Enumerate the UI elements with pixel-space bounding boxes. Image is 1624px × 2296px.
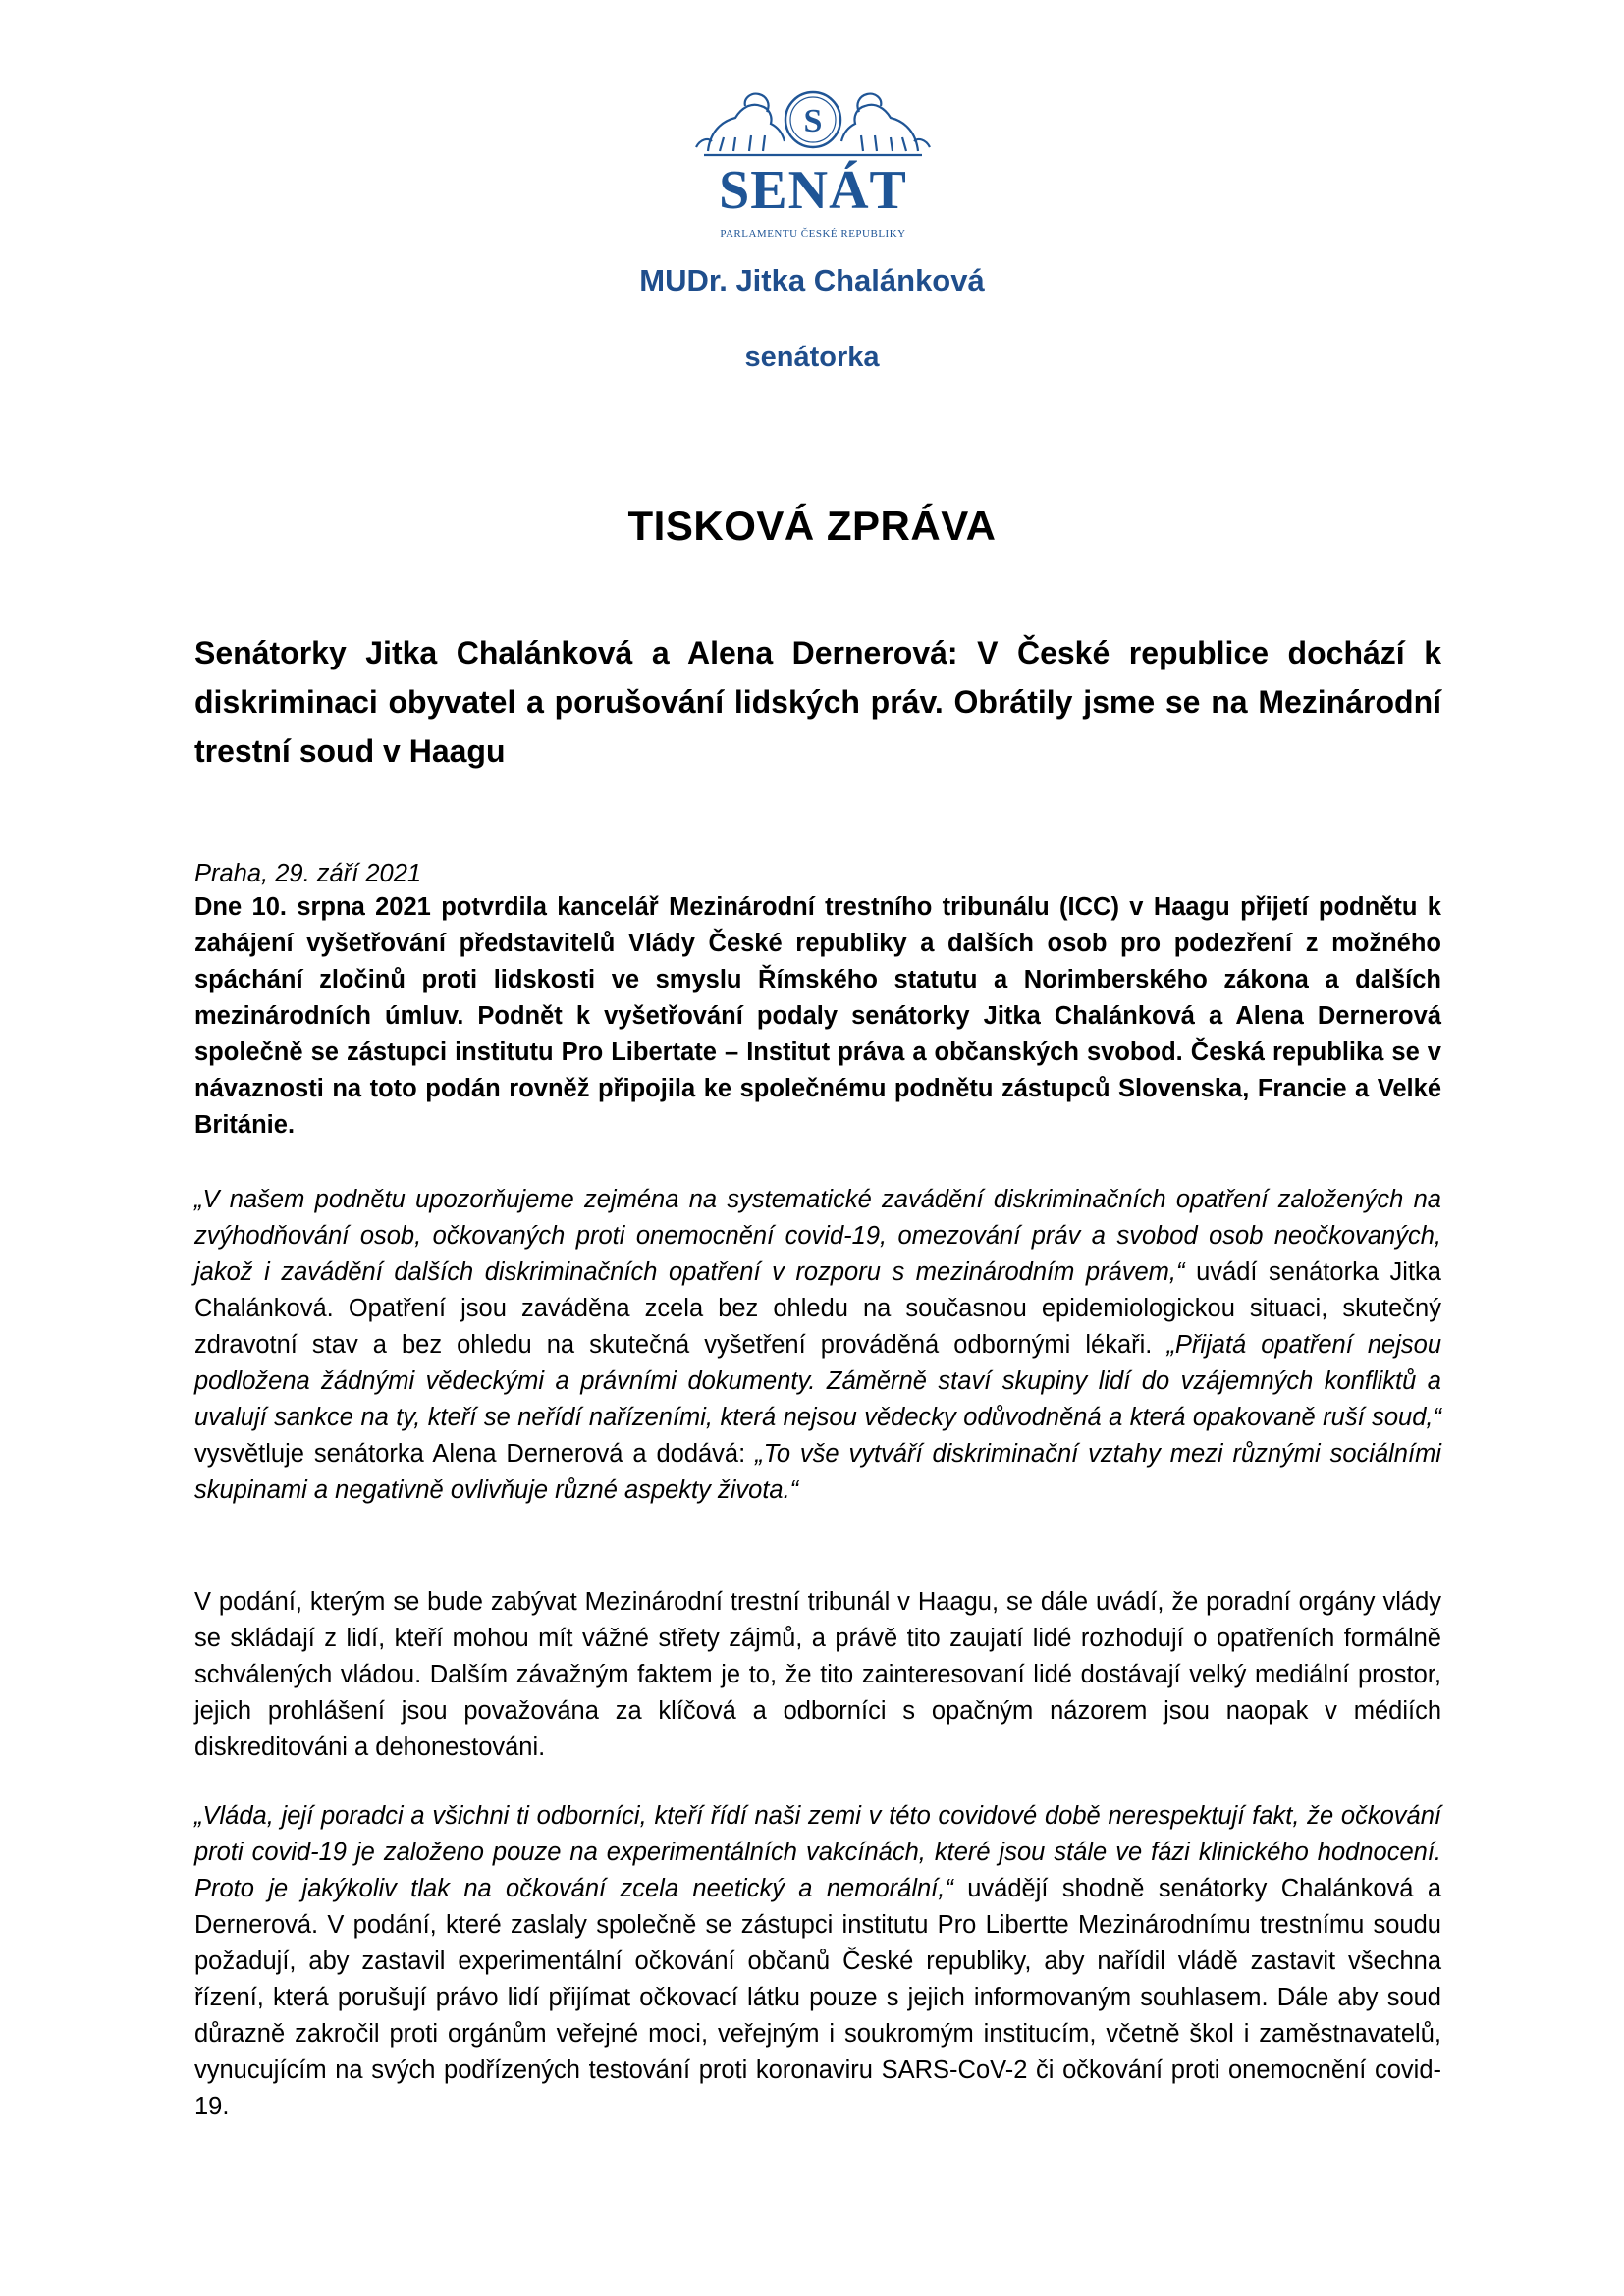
lead-paragraph: Dne 10. srpna 2021 potvrdila kancelář Mezinárodní trestního tribunálu (ICC) v Haagu přijetí podnětu k zahájení vyšetřování představitelů Vlády České republiky a dalších osob pro podezření z možného spáchání zločinů proti lidskosti ve smyslu Římského statutu a Norimberského zákona a dalších mezinárodních úmluv. Podnět k vyšetřování podaly senátorky Jitka Chalánková a Alena Dernerová společně se zástupci institutu Pro Libertate – Institut práva a občanských svobod. Česká republika se v návaznosti na toto podán rovněž připojila ke společnému podnětu zástupců Slovenska, Francie a Velké Británie. <box>194 893 1441 1139</box>
lions-with-s-shield-emblem-icon <box>690 82 936 161</box>
senator-role: senátorka <box>744 342 880 373</box>
quote-dernerova-2: „To vše vytváří diskriminační vztahy mezi různými sociálními skupinami a negativně ovlivňuje různé aspekty života.“ <box>194 1440 1441 1504</box>
paragraph-quotes-1 <box>194 1182 1441 1509</box>
paragraph-quotes-3 <box>194 1798 1441 2125</box>
quote-senators: „Vláda, její poradci a všichni ti odborníci, kteří řídí naši zemi v této covidové době nerespektují fakt, že očkování proti covid-19 je založeno pouze na experimentálních vakcínách, které jsou stále ve fázi klinického hodnocení. Proto je jakýkoliv tlak na očkování zcela neetický a nemorální,“ <box>194 1802 1441 1902</box>
headline: Senátorky Jitka Chalánková a Alena Dernerová: V České republice dochází k diskriminaci obyvatel a porušování lidských práv. Obrátily jsme se na Mezinárodní trestní soud v Haagu <box>194 635 1441 769</box>
quote-chalankova: „V našem podnětu upozorňujeme zejména na systematické zavádění diskriminačních opatření založených na zvýhodňování osob, očkovaných proti onemocnění covid-19, omezování práv a svobod osob neočkovaných, jakož i zavádění dalších diskriminačních opatření v rozporu s mezinárodním právem,“ <box>194 1186 1441 1286</box>
document-title: TISKOVÁ ZPRÁVA <box>627 503 997 549</box>
senate-logo <box>690 82 936 249</box>
paragraph-2: V podání, kterým se bude zabývat Mezinárodní trestní tribunál v Haagu, se dále uvádí, že poradní orgány vlády se skládají z lidí, kteří mohou mít vážné střety zájmů, a právě tito zaujatí lidé rozhodují o opatřeních formálně schválených vládou. Dalším závažným faktem je to, že tito zainteresovaní lidé dostávají velký mediální prostor, jejich prohlášení jsou považována za klíčová a odborníci s opačným názorem jsou naopak v médiích diskreditováni a dehonestováni. <box>194 1588 1441 1761</box>
paragraph-text: uvádí senátorka Jitka Chalánková. Opatření jsou zaváděna zcela bez ohledu na současnou epidemiologickou situaci, skutečný zdravotní stav a bez ohledu na skutečná vyšetření prováděná odbornými lékaři. <box>194 1258 1441 1359</box>
senate-logo-word: SENÁT <box>719 160 907 221</box>
paragraph-text: vysvětluje senátorka Alena Dernerová a dodává: <box>194 1440 756 1468</box>
date-line: Praha, 29. září 2021 <box>194 860 422 887</box>
paragraph-text: uvádějí shodně senátorky Chalánková a Dernerová. V podání, které zaslaly společně se zástupci institutu Pro Libertte Mezinárodnímu trestnímu soudu požadují, aby zastavil experimentální očkování občanů České republiky, aby nařídil vládě zastavit všechna řízení, která porušují právo lidí přijímat očkovací látku pouze s jejich informovaným souhlasem. Dále aby soud důrazně zakročil proti orgánům veřejné moci, veřejným i soukromým institucím, včetně škol i zaměstnavatelů, vynucujícím na svých podřízených testování proti koronaviru SARS-CoV-2 či očkování proti onemocnění covid-19. <box>194 1875 1441 2120</box>
senate-logo-subtitle: PARLAMENTU ČESKÉ REPUBLIKY <box>720 228 906 240</box>
senator-name: MUDr. Jitka Chalánková <box>639 263 985 297</box>
svg-text:S: S <box>803 103 823 139</box>
quote-dernerova: „Přijatá opatření nejsou podložena žádnými vědeckými a právními dokumenty. Záměrně staví skupiny lidí do vzájemných konfliktů a uvalují sankce na ty, kteří se neřídí nařízeními, která nejsou vědecky odůvodněná a která opakovaně ruší soud,“ <box>194 1331 1441 1431</box>
